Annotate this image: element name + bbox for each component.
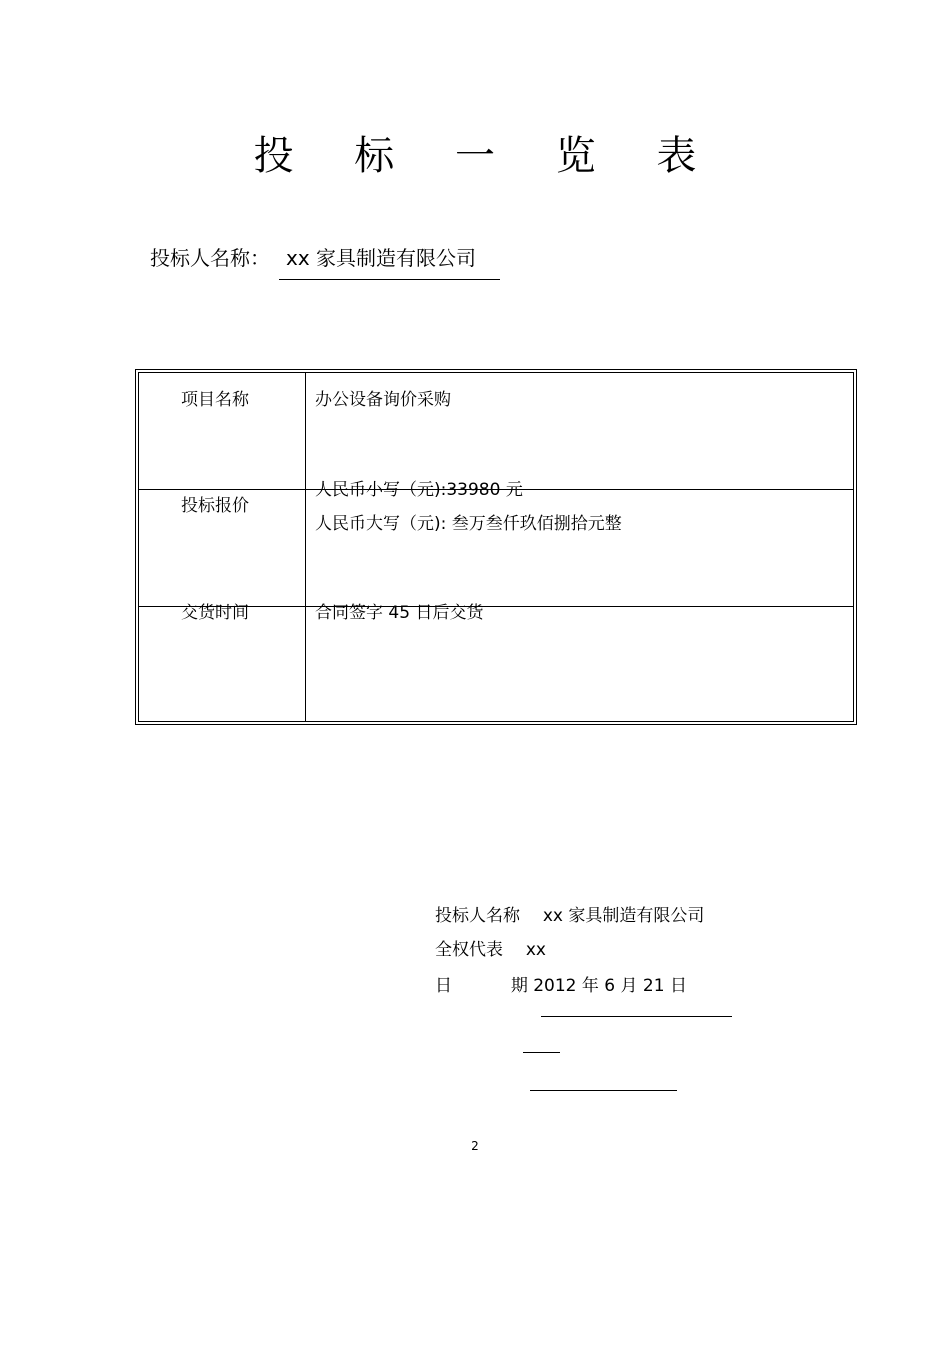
signature-bidder-value: xx 家具制造有限公司 — [542, 906, 705, 926]
signature-date-label-1: 日 — [435, 976, 452, 996]
signature-date — [435, 974, 687, 998]
signature-underline — [541, 1016, 732, 1017]
signature-date-label-2: 期 — [510, 976, 528, 996]
signature-underline — [523, 1052, 560, 1053]
table-row-value-delivery: 合同签字 45 日后交货 — [315, 603, 484, 623]
signature-bidder — [435, 904, 704, 928]
page-title: 投 标 一 览 表 — [253, 133, 721, 179]
bidder-name-label: 投标人名称： — [150, 246, 270, 270]
signature-bidder-label: 投标人名称 — [435, 906, 520, 926]
signature-representative — [435, 938, 546, 962]
bid-table-column-divider — [305, 372, 306, 722]
signature-date-value: 2012 年 6 月 21 日 — [533, 976, 687, 996]
table-row-label-project: 项目名称 — [181, 390, 249, 410]
signature-underline — [530, 1090, 677, 1091]
bid-table — [138, 372, 854, 722]
table-row-value-price-lower: 人民币小写（元):33980 元 — [315, 480, 523, 500]
bidder-name-value: xx 家具制造有限公司 — [286, 246, 477, 270]
signature-rep-label: 全权代表 — [435, 940, 503, 960]
table-row-value-price-upper: 人民币大写（元): 叁万叁仟玖佰捌拾元整 — [315, 514, 622, 534]
signature-rep-value: xx — [525, 940, 546, 960]
bidder-name-underline — [279, 279, 500, 280]
table-row-label-price: 投标报价 — [181, 496, 249, 516]
page-number: 2 — [471, 1139, 479, 1153]
table-row-label-delivery: 交货时间 — [181, 603, 249, 623]
table-row-value-project: 办公设备询价采购 — [315, 390, 451, 410]
